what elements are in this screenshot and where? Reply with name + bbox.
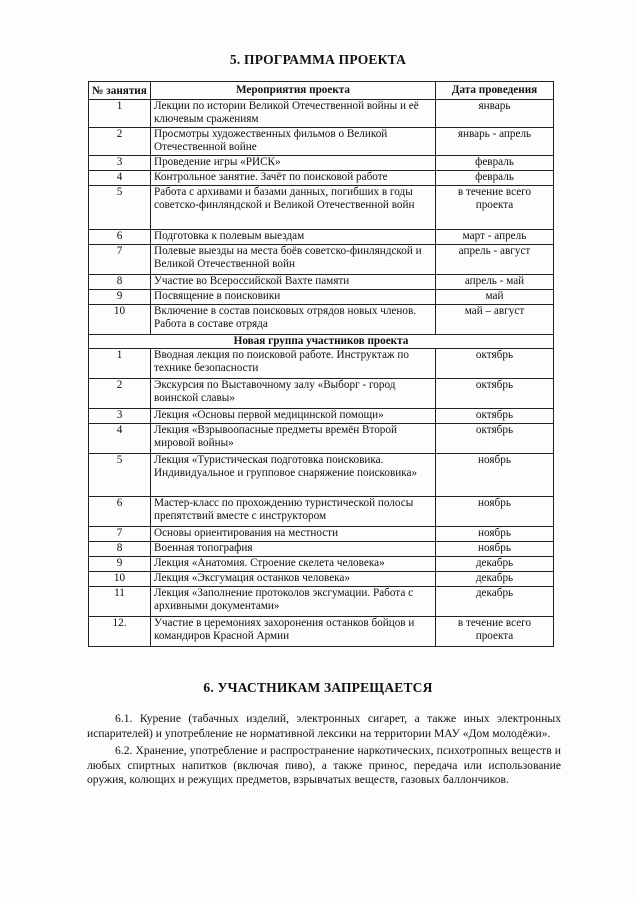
row-date: ноябрь — [436, 527, 554, 542]
row-number: 9 — [89, 557, 151, 572]
row-number: 7 — [89, 527, 151, 542]
row-date: ноябрь — [436, 542, 554, 557]
table-row — [89, 557, 554, 572]
row-number: 8 — [89, 275, 151, 290]
row-date: апрель - май — [436, 275, 554, 290]
section-5-title: 5. ПРОГРАММА ПРОЕКТА — [229, 52, 407, 67]
row-number: 11 — [89, 587, 151, 617]
row-date: май – август — [436, 305, 554, 335]
row-date: октябрь — [436, 424, 554, 454]
header-event: Мероприятия проекта — [151, 82, 436, 100]
row-number: 10 — [89, 305, 151, 335]
row-number: 3 — [89, 409, 151, 424]
rule-6-1 — [87, 712, 561, 741]
row-event: Полевые выезды на места боёв советско-финляндской и Великой Отечественной войн — [151, 245, 436, 275]
table-row — [89, 128, 554, 156]
row-event: Основы ориентирования на местности — [151, 527, 436, 542]
row-date: январь — [436, 100, 554, 128]
section-6-title: 6. УЧАСТНИКАМ ЗАПРЕЩАЕТСЯ — [203, 680, 433, 695]
table-row — [89, 587, 554, 617]
row-event: Контрольное занятие. Зачёт по поисковой работе — [151, 171, 436, 186]
row-event: Мастер-класс по прохождению туристической полосы препятствий вместе с инструктором — [151, 497, 436, 527]
row-date: февраль — [436, 156, 554, 171]
table-row — [89, 156, 554, 171]
row-number: 4 — [89, 171, 151, 186]
row-number: 9 — [89, 290, 151, 305]
row-number: 5 — [89, 186, 151, 230]
row-event: Лекции по истории Великой Отечественной войны и её ключевым сражениям — [151, 100, 436, 128]
row-number: 7 — [89, 245, 151, 275]
row-event: Участие во Всероссийской Вахте памяти — [151, 275, 436, 290]
header-number: № занятия — [89, 82, 151, 100]
table-row — [89, 617, 554, 647]
row-number: 6 — [89, 497, 151, 527]
table-row — [89, 454, 554, 497]
row-date: в течение всего проекта — [436, 186, 554, 230]
row-date: ноябрь — [436, 454, 554, 497]
row-date: декабрь — [436, 587, 554, 617]
row-number: 6 — [89, 230, 151, 245]
table-row — [89, 186, 554, 230]
row-event: Лекция «Анатомия. Строение скелета человека» — [151, 557, 436, 572]
table-row — [89, 379, 554, 409]
row-event: Лекция «Основы первой медицинской помощи» — [151, 409, 436, 424]
row-number: 2 — [89, 128, 151, 156]
row-number: 12. — [89, 617, 151, 647]
rule-6-1-text: 6.1. Курение (табачных изделий, электронных сигарет, а также иных электронных испарителей) и употребление не нормативной лексики на территории МАУ «Дом молодёжи». — [87, 712, 561, 740]
table-row — [89, 527, 554, 542]
table-part-2 — [89, 349, 554, 647]
rule-6-2 — [87, 744, 561, 788]
row-number: 3 — [89, 156, 151, 171]
row-number: 1 — [89, 349, 151, 379]
row-event: Лекция «Заполнение протоколов эксгумации. Работа с архивными документами» — [151, 587, 436, 617]
row-number: 1 — [89, 100, 151, 128]
row-event: Проведение игры «РИСК» — [151, 156, 436, 171]
group-heading-row — [89, 335, 554, 349]
table-row — [89, 100, 554, 128]
row-date: май — [436, 290, 554, 305]
table-row — [89, 349, 554, 379]
table-row — [89, 230, 554, 245]
row-number: 8 — [89, 542, 151, 557]
row-event: Вводная лекция по поисковой работе. Инструктаж по технике безопасности — [151, 349, 436, 379]
rule-6-2-text: 6.2. Хранение, употребление и распространение наркотических, психотропных веществ и любых спиртных напитков (включая пиво), а также принос, передача или использование оружия, колющих и режущих предметов, взрывчатых веществ, газовых баллончиков. — [87, 744, 561, 786]
table-row — [89, 542, 554, 557]
row-number: 5 — [89, 454, 151, 497]
row-date: декабрь — [436, 572, 554, 587]
program-table — [88, 81, 554, 647]
table-row — [89, 424, 554, 454]
table-row — [89, 409, 554, 424]
table-row — [89, 171, 554, 186]
row-date: ноябрь — [436, 497, 554, 527]
row-event: Работа с архивами и базами данных, погибших в годы советско-финляндской и Великой Отечественной войн — [151, 186, 436, 230]
row-date: октябрь — [436, 379, 554, 409]
table-row — [89, 497, 554, 527]
row-date: в течение всего проекта — [436, 617, 554, 647]
table-row — [89, 572, 554, 587]
row-date: декабрь — [436, 557, 554, 572]
header-date: Дата проведения — [436, 82, 554, 100]
table-row — [89, 275, 554, 290]
row-number: 2 — [89, 379, 151, 409]
row-date: октябрь — [436, 349, 554, 379]
row-date: январь - апрель — [436, 128, 554, 156]
row-event: Экскурсия по Выставочному залу «Выборг - город воинской славы» — [151, 379, 436, 409]
table-header-row — [89, 82, 554, 100]
table-row — [89, 290, 554, 305]
row-date: февраль — [436, 171, 554, 186]
row-event: Лекция «Эксгумация останков человека» — [151, 572, 436, 587]
row-event: Военная топография — [151, 542, 436, 557]
row-event: Лекция «Туристическая подготовка поисковика. Индивидуальное и групповое снаряжение поисковика» — [151, 454, 436, 497]
row-event: Участие в церемониях захоронения останков бойцов и командиров Красной Армии — [151, 617, 436, 647]
group-heading: Новая группа участников проекта — [89, 335, 554, 349]
table-part-1 — [89, 100, 554, 335]
table-row — [89, 305, 554, 335]
row-event: Просмотры художественных фильмов о Великой Отечественной войне — [151, 128, 436, 156]
row-event: Лекция «Взрывоопасные предметы времён Второй мировой войны» — [151, 424, 436, 454]
row-event: Посвящение в поисковики — [151, 290, 436, 305]
row-event: Подготовка к полевым выездам — [151, 230, 436, 245]
row-event: Включение в состав поисковых отрядов новых членов. Работа в составе отряда — [151, 305, 436, 335]
row-date: март - апрель — [436, 230, 554, 245]
row-date: октябрь — [436, 409, 554, 424]
row-number: 4 — [89, 424, 151, 454]
row-number: 10 — [89, 572, 151, 587]
table-row — [89, 245, 554, 275]
row-date: апрель - август — [436, 245, 554, 275]
